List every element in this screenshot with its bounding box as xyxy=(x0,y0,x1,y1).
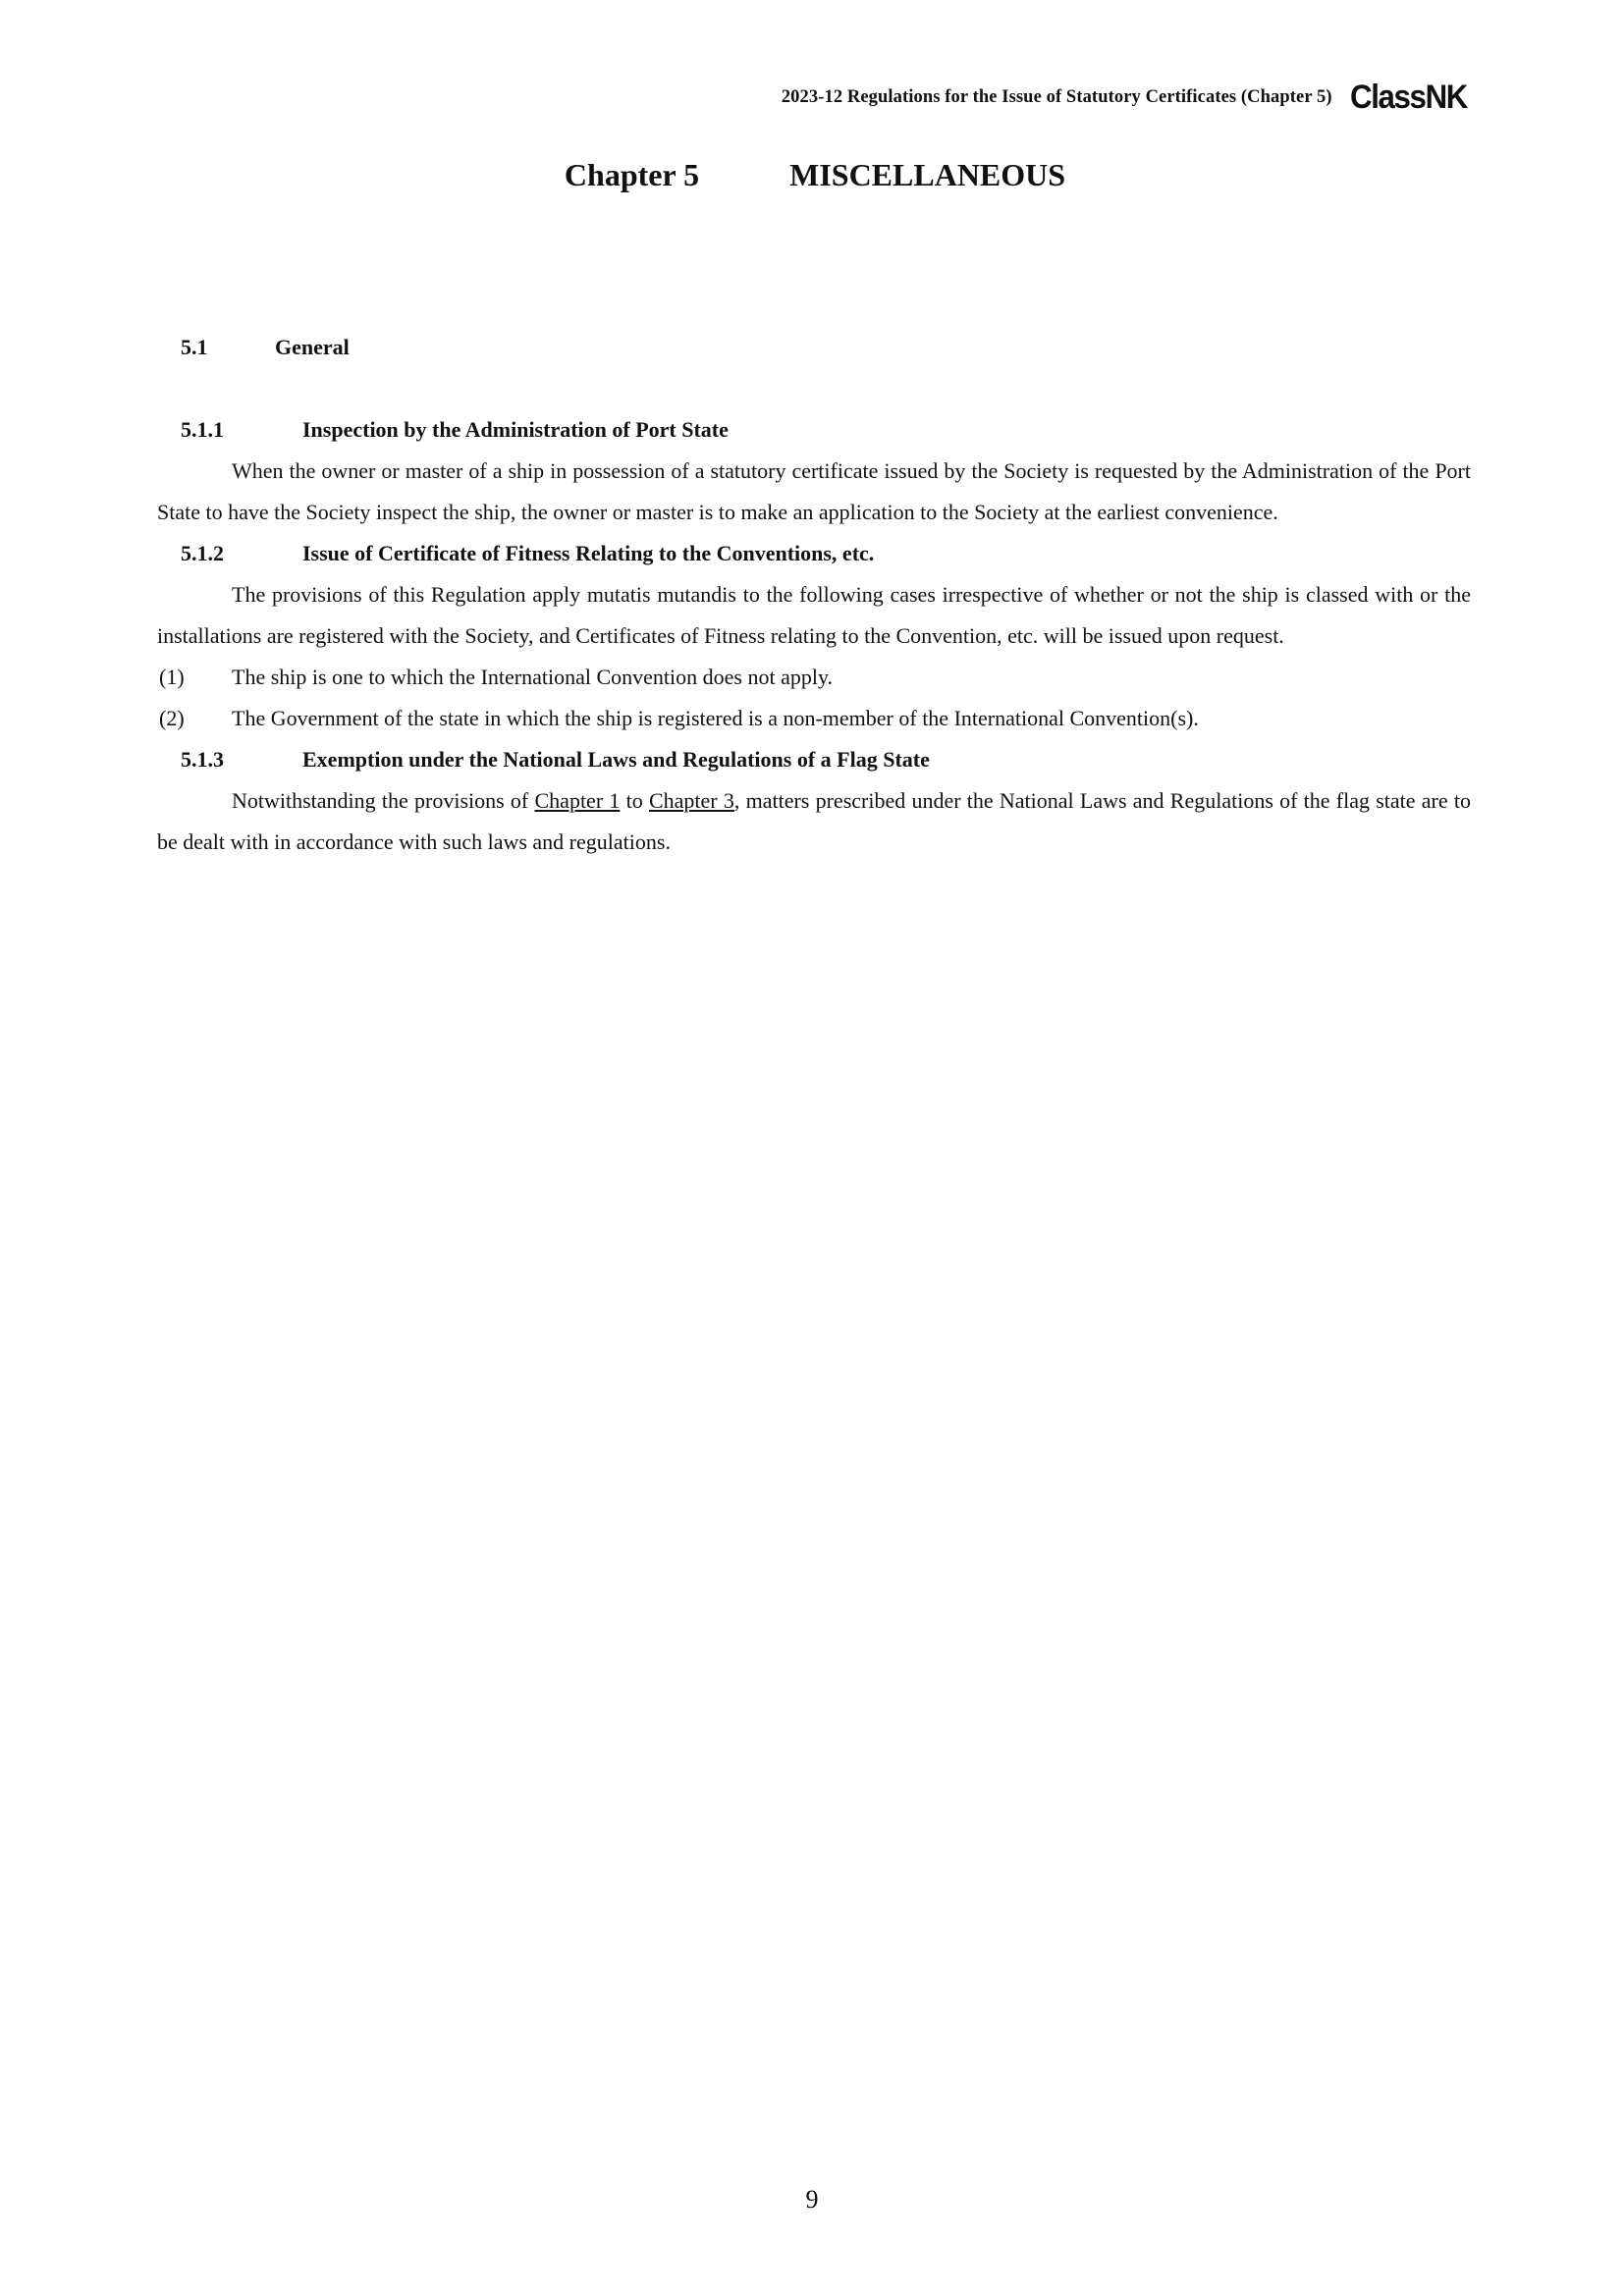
section-title: General xyxy=(275,335,350,359)
list-item xyxy=(159,657,1471,698)
list-text: The ship is one to which the International Convention does not apply. xyxy=(232,665,834,689)
subsection-heading xyxy=(181,739,1471,780)
page-header xyxy=(782,80,1477,114)
paragraph: When the owner or master of a ship in possession of a statutory certificate issued by the Society is requested by the Administration of the Port State to have the Society inspect the ship, the owner or master is to make an application to the Society at the earliest convenience. xyxy=(157,458,1471,524)
paragraph-text: , matters prescribed under the National Laws and Regulations of the flag state are to be dealt with in accordance with such laws and regulations. xyxy=(157,788,1471,854)
page-number: 9 xyxy=(805,2185,819,2214)
chapter-3-link[interactable]: Chapter 3 xyxy=(648,788,734,813)
list-marker: (1) xyxy=(159,665,185,689)
list-item xyxy=(159,698,1471,739)
running-title: 2023-12 Regulations for the Issue of Statutory Certificates (Chapter 5) xyxy=(781,86,1332,107)
subsection-title: Inspection by the Administration of Port State xyxy=(302,417,729,442)
chapter-title xyxy=(0,157,1624,193)
paragraph xyxy=(157,780,1471,863)
subsection-title: Exemption under the National Laws and Regulations of a Flag State xyxy=(302,747,930,772)
paragraph-text: to xyxy=(620,788,649,813)
section-heading xyxy=(181,327,1471,368)
chapter-1-link[interactable]: Chapter 1 xyxy=(534,788,621,813)
chapter-number: Chapter 5 xyxy=(564,157,700,192)
subsection-heading xyxy=(181,409,1471,451)
subsection-heading xyxy=(181,533,1471,574)
subsection-number: 5.1.3 xyxy=(181,747,224,772)
classnk-logo: ClassNK xyxy=(1349,79,1467,116)
document-body xyxy=(157,327,1471,863)
list-text: The Government of the state in which the ship is registered is a non-member of the International Convention(s). xyxy=(232,706,1199,730)
subsection-number: 5.1.2 xyxy=(181,541,224,565)
subsection-number: 5.1.1 xyxy=(181,417,224,442)
list-marker: (2) xyxy=(159,706,185,730)
subsection-title: Issue of Certificate of Fitness Relating to the Conventions, etc. xyxy=(302,541,875,565)
section-number: 5.1 xyxy=(181,335,208,359)
chapter-name: MISCELLANEOUS xyxy=(789,157,1066,192)
paragraph: The provisions of this Regulation apply mutatis mutandis to the following cases irrespective of whether or not the ship is classed with or the installations are registered with the Society, and Certificates of Fitness relating to the Convention, etc. will be issued upon request. xyxy=(157,582,1471,648)
paragraph-text: Notwithstanding the provisions of xyxy=(232,788,535,813)
